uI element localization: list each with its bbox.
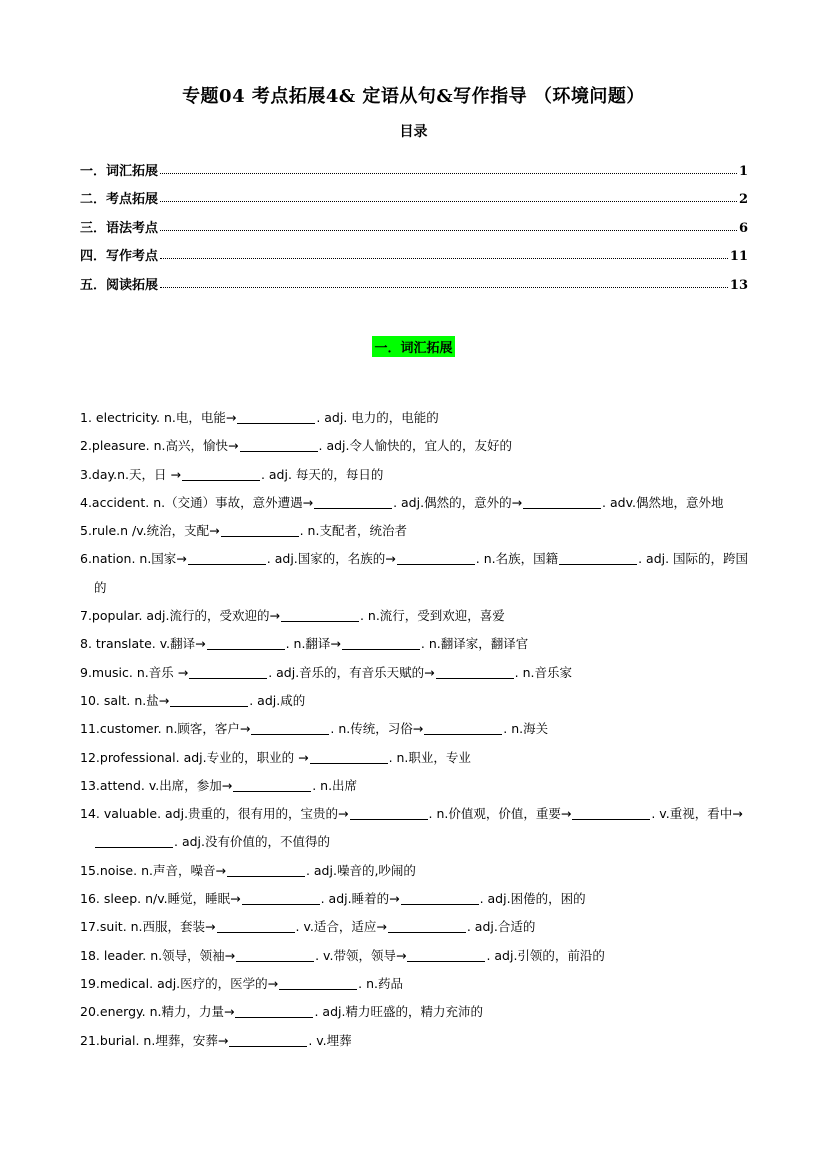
vocab-text: . adj.睡着的→ — [320, 891, 400, 907]
vocab-text: . n.名族，国籍 — [475, 551, 559, 567]
toc-row[interactable] — [80, 236, 748, 265]
vocab-text: 8. translate. v.翻译→ — [80, 636, 206, 652]
toc-label: 四．写作考点 — [80, 249, 159, 264]
answer-blank[interactable] — [559, 550, 637, 565]
vocab-text: 1. electricity. n.电，电能→ — [80, 410, 237, 425]
answer-blank[interactable] — [95, 833, 173, 848]
toc-heading: 目录 — [399, 124, 428, 140]
answer-blank[interactable] — [401, 890, 479, 905]
vocab-item — [80, 715, 750, 743]
vocab-text: . n.海关 — [503, 721, 549, 737]
vocab-text: . v.埋葬 — [308, 1032, 352, 1048]
page-title: 专题04 考点拓展4& 定语从句&写作指导 （环境问题） — [182, 86, 645, 107]
toc-page-number: 13 — [729, 277, 748, 293]
toc-label: 五．阅读拓展 — [80, 277, 159, 293]
vocab-text: . adj.音乐的，有音乐天赋的→ — [268, 664, 435, 680]
vocab-text: . n.价值观，价值，重要→ — [428, 806, 572, 822]
answer-blank[interactable] — [436, 664, 514, 679]
vocab-item — [80, 432, 750, 460]
vocab-text: 15.noise. n.声音，噪音→ — [80, 862, 226, 878]
vocab-item — [80, 659, 750, 687]
vocab-text: 13.attend. v.出席，参加→ — [80, 777, 233, 793]
vocab-text: 14. valuable. adj.贵重的，很有用的，宝贵的→ — [80, 806, 349, 822]
vocab-text: 9.music. n.音乐 → — [80, 664, 189, 680]
toc-leader-dots — [160, 258, 728, 259]
toc-leader-dots — [160, 230, 737, 231]
vocab-item — [80, 998, 750, 1026]
vocab-text: 10. salt. n.盐→ — [80, 692, 170, 708]
vocab-text: 6.nation. n.国家→ — [80, 551, 187, 567]
vocab-text: 17.suit. n.西服，套装→ — [80, 919, 216, 935]
answer-blank[interactable] — [182, 466, 260, 481]
toc-leader-dots — [160, 201, 737, 202]
vocab-item — [80, 1027, 750, 1055]
vocab-item — [80, 800, 750, 857]
toc-row[interactable] — [80, 264, 748, 293]
vocab-text: 7.popular. adj.流行的，受欢迎的→ — [80, 608, 280, 624]
vocab-item — [80, 744, 750, 772]
vocab-text: . adj.令人愉快的，宜人的，友好的 — [318, 438, 512, 454]
vocab-text: . n.传统，习俗→ — [330, 721, 424, 737]
vocab-text: . adj. 国际的，跨国的 — [94, 551, 749, 595]
vocab-text: . adj.噪音的,吵闹的 — [305, 862, 416, 878]
answer-blank[interactable] — [251, 720, 329, 735]
answer-blank[interactable] — [388, 918, 466, 933]
vocab-text: . n.出席 — [312, 777, 358, 793]
vocab-text: 5.rule.n /v.统治，支配→ — [80, 523, 220, 539]
vocab-text: . adj. 每天的，每日的 — [260, 466, 384, 482]
vocab-text: 21.burial. n.埋葬，安葬→ — [80, 1032, 229, 1048]
answer-blank[interactable] — [170, 692, 248, 707]
answer-blank[interactable] — [217, 918, 295, 933]
vocab-text: . v.重视，看中→ — [651, 806, 743, 822]
answer-blank[interactable] — [236, 947, 314, 962]
vocab-text: . n.音乐家 — [514, 664, 572, 680]
vocab-item — [80, 772, 750, 800]
answer-blank[interactable] — [397, 550, 475, 565]
vocab-text: . n.翻译家，翻译官 — [420, 636, 529, 652]
answer-blank[interactable] — [310, 749, 388, 764]
answer-blank[interactable] — [342, 635, 420, 650]
vocab-item — [80, 545, 750, 602]
answer-blank[interactable] — [350, 805, 428, 820]
toc-leader-dots — [160, 287, 728, 288]
vocab-item — [80, 489, 750, 517]
toc-page-number: 11 — [729, 249, 748, 264]
vocab-text: . adj.引领的，前沿的 — [486, 947, 605, 963]
vocab-item — [80, 687, 750, 715]
vocab-text: . adj.没有价值的，不值得的 — [174, 834, 330, 850]
answer-blank[interactable] — [314, 494, 392, 509]
answer-blank[interactable] — [242, 890, 320, 905]
answer-blank[interactable] — [235, 1003, 313, 1018]
vocab-text: 20.energy. n.精力，力量→ — [80, 1004, 235, 1020]
vocab-text: . adj.国家的，名族的→ — [266, 551, 396, 567]
vocab-item — [80, 602, 750, 630]
vocab-item — [80, 913, 750, 941]
toc-label: 二．考点拓展 — [80, 192, 159, 207]
vocab-item — [80, 970, 750, 998]
toc-row[interactable] — [80, 207, 748, 236]
answer-blank[interactable] — [188, 550, 266, 565]
vocab-item — [80, 461, 750, 489]
vocab-item — [80, 630, 750, 658]
answer-blank[interactable] — [237, 409, 315, 424]
vocab-item — [80, 857, 750, 885]
answer-blank[interactable] — [227, 862, 305, 877]
toc-page-number: 2 — [738, 192, 748, 207]
section-heading: 一．词汇拓展 — [372, 336, 454, 357]
vocab-text: . adj. 电力的，电能的 — [316, 410, 439, 425]
table-of-contents — [80, 150, 748, 293]
toc-page-number: 6 — [738, 220, 748, 236]
vocab-text: . v.带领，领导→ — [315, 947, 407, 963]
answer-blank[interactable] — [233, 777, 311, 792]
toc-leader-dots — [160, 173, 737, 174]
vocab-item — [80, 942, 750, 970]
vocab-text: . adj.偶然的，意外的→ — [393, 494, 523, 510]
vocab-text: . adv.偶然地，意外地 — [602, 494, 724, 510]
vocab-text: 4.accident. n.（交通）事故，意外遭遇→ — [80, 494, 314, 510]
vocab-text: . n.职业，专业 — [388, 749, 471, 765]
answer-blank[interactable] — [189, 664, 267, 679]
toc-page-number: 1 — [738, 163, 748, 179]
vocabulary-list — [80, 404, 750, 1055]
answer-blank[interactable] — [407, 947, 485, 962]
vocab-text: 3.day.n.天，日 → — [80, 466, 181, 482]
vocab-text: . n.药品 — [358, 975, 403, 991]
vocab-text: . adj.合适的 — [466, 919, 536, 935]
answer-blank[interactable] — [229, 1032, 307, 1047]
answer-blank[interactable] — [281, 607, 359, 622]
vocab-text: . v.适合，适应→ — [295, 919, 387, 935]
toc-label: 一．词汇拓展 — [80, 163, 159, 179]
vocab-item — [80, 517, 750, 545]
answer-blank[interactable] — [221, 522, 299, 537]
vocab-text: . adj.困倦的，困的 — [479, 891, 586, 907]
answer-blank[interactable] — [240, 437, 318, 452]
answer-blank[interactable] — [572, 805, 650, 820]
vocab-text: 12.professional. adj.专业的，职业的 → — [80, 749, 309, 765]
vocab-text: 16. sleep. n/v.睡觉，睡眠→ — [80, 891, 241, 907]
vocab-item — [80, 885, 750, 913]
answer-blank[interactable] — [207, 635, 285, 650]
vocab-text: 19.medical. adj.医疗的，医学的→ — [80, 975, 279, 991]
vocab-text: 11.customer. n.顾客，客户→ — [80, 721, 251, 737]
toc-row[interactable] — [80, 150, 748, 179]
vocab-text: . n.支配者，统治者 — [299, 523, 407, 539]
answer-blank[interactable] — [424, 720, 502, 735]
answer-blank[interactable] — [523, 494, 601, 509]
vocab-text: 18. leader. n.领导，领袖→ — [80, 947, 236, 963]
answer-blank[interactable] — [279, 975, 357, 990]
vocab-text: . adj.精力旺盛的，精力充沛的 — [314, 1004, 483, 1020]
toc-row[interactable] — [80, 179, 748, 208]
vocab-item — [80, 404, 750, 432]
toc-label: 三．语法考点 — [80, 220, 159, 236]
vocab-text: . n.翻译→ — [285, 636, 341, 652]
vocab-text: . n.流行，受到欢迎，喜爱 — [359, 608, 505, 624]
vocab-text: 2.pleasure. n.高兴，愉快→ — [80, 438, 239, 454]
vocab-text: . adj.咸的 — [249, 692, 306, 708]
section-heading-wrap — [0, 336, 827, 357]
